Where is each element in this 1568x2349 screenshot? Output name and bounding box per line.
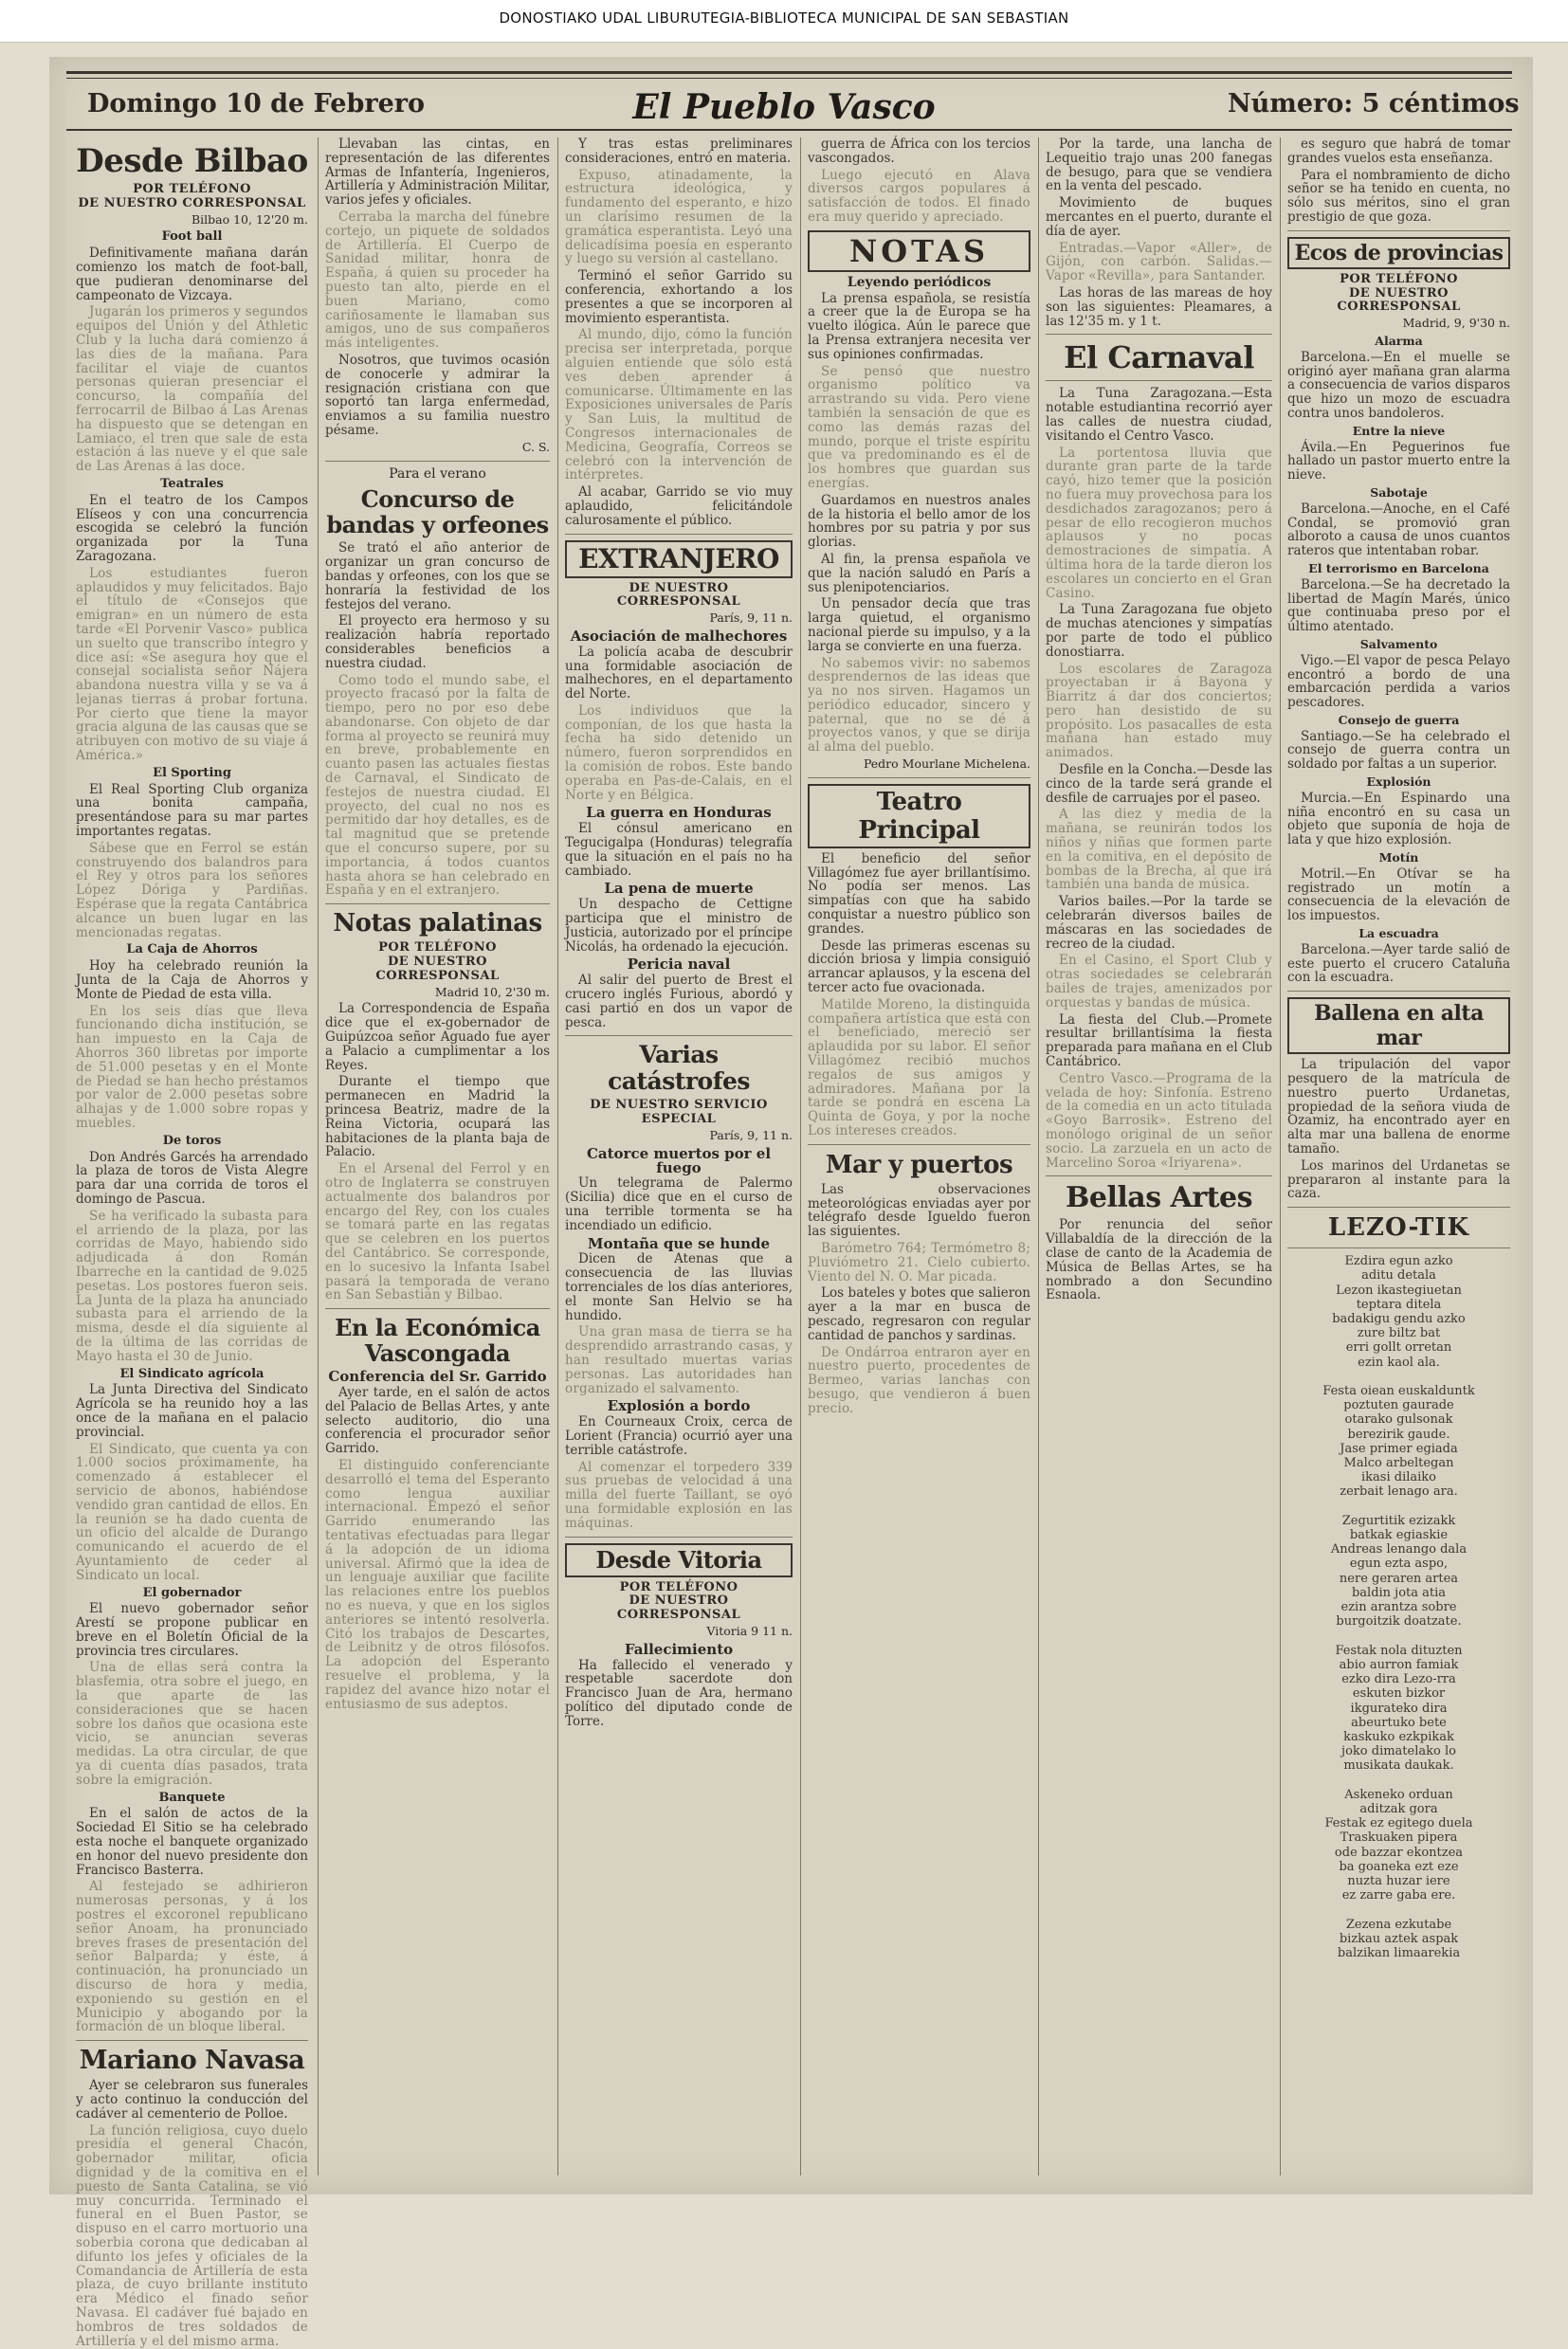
article-paragraph: Desde las primeras escenas su dicción briosa y limpia consiguió arrancar aplausos, y la escena del tercer acto fue ovacionada.	[808, 938, 1030, 996]
article-paragraph: Llevaban las cintas, en representación de las diferentes Armas de Infantería, Ingenieros, Artillería y Administración Militar, varios jefes y oficiales.	[325, 137, 550, 209]
article-paragraph: Al comenzar el torpedero 339 sus pruebas de velocidad á una milla del fuerte Taillant, se oyó una formidable explosión en las máquinas.	[565, 1459, 793, 1531]
dateline: Madrid 10, 2'30 m.	[434, 984, 550, 999]
article-paragraph: Como todo el mundo sabe, el proyecto fracasó por la falta de tiempo, pero no por eso debe abandonarse. Con objeto de dar forma al proyecto se reunirá muy en breve, probablemente en cuanto pasen las actuales fiestas de Carnaval, el Sindicato de festejos de nuestra ciudad. El proyecto, del cual no nos es permitido dar hoy detalles, es de tal magnitud que se pretende que el concurso supere, por su importancia, á todos cuantos hasta ahora se han celebrado en España y en el extranjero.	[325, 672, 550, 899]
subheadline: Conferencia del Sr. Garrido	[328, 1368, 547, 1386]
article-paragraph: Se ha verificado la subasta para el arriendo de la plaza, por las corridas de Mayo, habiendo sido adjudicada á don Román Ibarreche en la cantidad de 9.025 pesetas. Los postores fueron seis. La Junta de la plaza ha anunciado subasta para el arriendo de la misma, desde el día siguiente al de la última de las corridas de Mayo hasta el 30 de Junio.	[76, 1208, 308, 1364]
poem-line: teptara ditela	[1356, 1297, 1442, 1312]
byline: DE NUESTRO SERVICIO ESPECIAL	[590, 1098, 768, 1127]
section-title: Explosión	[1366, 774, 1431, 790]
poem-line: Jase primer egiada	[1340, 1441, 1458, 1456]
article-paragraph: La Tuna Zaragozana.—Esta notable estudiantina recorrió ayer las calles de nuestra ciudad, visitando el Centro Vasco.	[1046, 386, 1272, 444]
article-paragraph: La policía acaba de descubrir una formidable asociación de malhechores, en el departamento del Norte.	[565, 644, 793, 702]
article-paragraph: Guardamos en nuestros anales de la historia el bello amor de los hombres por su patria y por sus glorias.	[808, 492, 1030, 551]
section-title: La Caja de Ahorros	[126, 942, 258, 957]
poem-line: Traskuaken pipera	[1340, 1830, 1458, 1846]
article-paragraph: Matilde Moreno, la distinguida compañera artística que está con el beneficiado, mereció ser aplaudida por su labor. El señor Villagómez recibió muchos regalos de sus amigos y admiradores. Mañana por la tarde se pondrá en escena La Quinta de Goya, y por la noche Los intereses creados.	[808, 996, 1030, 1139]
divider	[325, 461, 550, 462]
article-paragraph: Ávila.—En Peguerinos fue hallado un pastor muerto entre la nieve.	[1287, 439, 1510, 483]
article-paragraph: Centro Vasco.—Programa de la velada de hoy: Sinfonía. Estreno de la comedia en un acto titulada «Goyo Barrosik». Estreno del monólogo original de un señor socio. La zarzuela en un acto de Marcelino Soroa «Iriyarena».	[1046, 1070, 1272, 1171]
poem-line: ez zarre gaba ere.	[1341, 1888, 1456, 1903]
dateline: Bilbao 10, 12'20 m.	[191, 211, 308, 227]
article-paragraph: En el salón de actos de la Sociedad El Sitio se ha celebrado esta noche el banquete organizado en honor del nuevo presidente don Francisco Basterra.	[76, 1806, 308, 1878]
headline-ballena: Ballena en alta mar	[1287, 997, 1510, 1054]
article-paragraph: Se pensó que nuestro organismo político va arrastrando su vida. Pero viene también la sensación de que es como las demás razas del mundo, porque el triste espíritu que va predominando es el de los hombres que guardan sus energías.	[808, 363, 1030, 491]
poem-line: Lezon ikastegiuetan	[1336, 1283, 1462, 1298]
article-paragraph: El beneficio del señor Villagómez fue ayer brillantísimo. No podía ser menos. Las simpatías con que ha sabido conquistar a nuestro público son grandes.	[808, 850, 1030, 937]
article-paragraph: Una de ellas será contra la blasfemia, otra sobre el juego, en la que aparte de las consideraciones que se hacen sobre los daños que ocasiona este vicio, se anuncian severas medidas. La otra circular, de que ya di cuenta días pasados, trata sobre la emigración.	[76, 1660, 308, 1788]
masthead-rule	[66, 129, 1512, 131]
headline-economica: En la Económica Vascongada	[335, 1314, 540, 1368]
headline-notas-palatinas: Notas palatinas	[333, 909, 542, 938]
poem-line: Ezdira egun azko	[1344, 1254, 1453, 1269]
divider	[565, 534, 793, 535]
poem-line: batkak egiaskie	[1349, 1528, 1449, 1543]
divider	[1287, 1247, 1510, 1248]
article-paragraph: Los bateles y botes que salieron ayer a la mar en busca de pescado, regresaron con regular cantidad de panchos y sardinas.	[808, 1285, 1030, 1343]
poem-line: ode bazzar ekontzea	[1334, 1845, 1464, 1860]
article-paragraph: Dicen de Atenas que a consecuencia de las lluvias torrenciales de los días anteriores, el monte San Helvio se ha hundido.	[565, 1251, 793, 1323]
section-title: El terrorismo en Barcelona	[1308, 560, 1489, 575]
section-title: Consejo de guerra	[1338, 712, 1460, 727]
article-paragraph: Por renuncia del señor Villabaldía de la dirección de la clase de canto de la Academia de Música de Bellas Artes, se ha nombrado a don Secundino Esnaola.	[1046, 1217, 1272, 1303]
headline-notas: NOTAS	[808, 230, 1030, 272]
article-paragraph: Sábese que en Ferrol se están construyendo dos balandros para el Rey y otros para los señores López Dóriga y Pardiñas. Espérase que la regata Cantábrica alcance un buen lugar en las mencionadas regatas.	[76, 840, 308, 940]
poem-line: aditu detala	[1361, 1268, 1436, 1284]
byline: POR TELÉFONO DE NUESTRO CORRESPONSAL	[375, 940, 500, 983]
article-paragraph: El nuevo gobernador señor Arestí se propone publicar en breve en el Boletín Oficial de la provincia tres circulares.	[76, 1601, 308, 1659]
article-paragraph: A las diez y media de la mañana, se reunirán todos los niños y niñas que formen parte en la comitiva, en el depósito de bombas de la Brecha, al que irá también una banda de música.	[1046, 807, 1272, 893]
poem-line: joko dimatelako lo	[1341, 1744, 1456, 1759]
masthead-price: Número: 5 céntimos	[1228, 89, 1520, 118]
byline: DE NUESTRO CORRESPONSAL	[616, 580, 741, 610]
divider	[1287, 991, 1510, 992]
poem-line: Askeneko orduan	[1344, 1787, 1453, 1802]
headline-mar-y-puertos: Mar y puertos	[825, 1150, 1013, 1179]
poem-line: Andreas lenango dala	[1330, 1542, 1468, 1557]
byline: POR TELÉFONO DE NUESTRO CORRESPONSAL	[1337, 271, 1461, 315]
poem-line: berezirik gaude.	[1347, 1427, 1450, 1442]
article-paragraph: Ayer se celebraron sus funerales y acto continuo la conducción del cadáver al cementerio de Polloe.	[76, 2078, 308, 2121]
article-paragraph: La tripulación del vapor pesquero de la matrícula de nuestro puerto Urdanetas, propiedad de la señora viuda de Ozamiz, ha encontrado ayer en alta mar una ballena de enorme tamaño.	[1287, 1057, 1510, 1157]
article-paragraph: El Sindicato, que cuenta ya con 1.000 socios próximamente, ha comenzado á establecer el servicio de abonos, habiéndose vendido gran cantidad de ellos. En la reunión se ha dado cuenta de un oficio del alcalde de Durango comunicando el acuerdo de el Ayuntamiento de ceder al Sindicato un local.	[76, 1441, 308, 1583]
article-paragraph: Se trató el año anterior de organizar un gran concurso de bandas y orfeones, con los que se honraría la festividad de los festejos del verano.	[325, 540, 550, 612]
article-paragraph: De Ondárroa entraron ayer en nuestro puerto, procedentes de Bermeo, varias lanchas con besugo, que vendieron á buen precio.	[808, 1344, 1030, 1416]
article-paragraph: Barómetro 764; Termómetro 8; Pluviómetro 21. Cielo cubierto. Viento del N. O. Mar picada.	[808, 1241, 1030, 1284]
article-paragraph: El distinguido conferenciante desarrolló el tema del Esperanto como lengua auxiliar internacional. Empezó el señor Garrido enumerando las tentativas efectuadas para llegar á la adopción de un idioma universal. Afirmó que la idea de un lenguaje auxiliar que facilite las relaciones entre los pueblos no es nueva, y que en los siglos anteriores se intentó resolverla. Citó los trabajos de Descartes, de Leibnitz y de otros filósofos. La adopción del Esperanto resuelve el problema, y la rapidez del avance hizo notar el entusiasmo de sus adeptos.	[325, 1457, 550, 1712]
article-paragraph: No sabemos vivir: no sabemos desprendernos de las ideas que ya no nos sirven. Hagamos un periódico educador, sincero y paternal, que no se dé á proyectos vanos, y que se dirija al alma del pueblo.	[808, 655, 1030, 756]
archive-header-bar	[0, 0, 1568, 43]
section-title: La escuadra	[1358, 926, 1439, 941]
section-title: Sabotaje	[1370, 484, 1428, 500]
section-title: Salvamento	[1359, 636, 1438, 651]
poem-line: kaskuko ezkpikak	[1343, 1729, 1454, 1744]
top-rule-thin	[66, 78, 1512, 79]
article-paragraph: Al festejado se adhirieron numerosas personas, y á los postres el excoronel republicano señor Anoam, ha pronunciado breves frases de presentación del señor Balparda; y éste, á continuación, ha pronunciado un discurso de hora y media, exponiendo su gestión en el Municipio y abogando por la formación de un bloque liberal.	[76, 1879, 308, 2035]
article-paragraph: Varios bailes.—Por la tarde se celebrarán diversos bailes de máscaras en las sociedades de recreo de la ciudad.	[1046, 894, 1272, 952]
article-paragraph: Definitivamente mañana darán comienzo los match de foot-ball, que pudieran denominarse del campeonato de Vizcaya.	[76, 246, 308, 303]
article-paragraph: Al salir del puerto de Brest el crucero inglés Furious, abordó y casi partió en dos un vapor de pesca.	[565, 973, 793, 1030]
section-title: De toros	[162, 1133, 222, 1148]
article-paragraph: Murcia.—En Espinardo una niña encontró en su casa un objeto que suponía de hoja de lata y que hizo explosión.	[1287, 790, 1510, 848]
article-paragraph: Barcelona.—Se ha decretado la libertad de Magín Marés, único que continuaba preso por el último atentado.	[1287, 576, 1510, 635]
article-paragraph: La función religiosa, cuyo duelo presidía el general Chacón, gobernador militar, oficia dignidad y de la comitiva en el puesto de Santa Catalina, se vió muy concurrida. Terminado el funeral en el Buen Pastor, se dispuso en el carro mortuorio una soberbia corona que dedicaban al difunto los jefes y oficiales de la Comandancia de Artillería de esta plaza, de cuyo brillante instituto era Médico el finado señor Navasa. El cadáver fué bajado en hombros de tres soldados de Artillería y el del mismo arma.	[76, 2122, 308, 2349]
column-5	[1046, 137, 1272, 2185]
article-paragraph: Entradas.—Vapor «Aller», de Gijón, con carbón. Salidas.—Vapor «Revilla», para Santander.	[1046, 240, 1272, 284]
headline-el-carnaval: El Carnaval	[1064, 339, 1254, 376]
column-rule	[1038, 137, 1039, 2176]
divider	[1046, 380, 1272, 381]
article-paragraph: Movimiento de buques mercantes en el puerto, durante el día de ayer.	[1046, 195, 1272, 239]
subheadline: La guerra en Honduras	[586, 804, 772, 822]
article-paragraph: Al fin, la prensa española ve que la nación saludó en París a sus plenipotenciarios.	[808, 551, 1030, 595]
poem-line: nuzta huzar iere	[1347, 1873, 1450, 1888]
headline-extranjero: EXTRANJERO	[565, 540, 793, 578]
headline-desde-bilbao: Desde Bilbao	[76, 142, 308, 180]
subheadline: Catorce muertos por el fuego	[586, 1144, 772, 1176]
section-title: Motín	[1378, 850, 1419, 865]
subheadline: Leyendo periódicos	[847, 274, 992, 290]
poem-line: Festa oiean euskalduntk	[1322, 1384, 1475, 1399]
byline: POR TELÉFONO DE NUESTRO CORRESPONSAL	[616, 1579, 741, 1623]
poem-line: erri gollt orretan	[1345, 1340, 1452, 1356]
article-paragraph: La Junta Directiva del Sindicato Agrícola se ha reunido hoy a las once de la mañana en el palacio provincial.	[76, 1382, 308, 1440]
article-paragraph: Las horas de las mareas de hoy son las siguientes: Pleamares, a las 12'35 m. y 1 t.	[1046, 284, 1272, 329]
column-4	[808, 137, 1030, 2185]
subheadline: Asociación de malhechores	[570, 627, 788, 645]
article-paragraph: Motril.—En Otívar se ha registrado un motín a consecuencia de la elevación de los impuestos.	[1287, 865, 1510, 924]
section-title: El Sporting	[153, 765, 231, 780]
article-paragraph: Ha fallecido el venerado y respetable sacerdote don Francisco Juan de Ara, hermano político del diputado conde de Torre.	[565, 1657, 793, 1729]
article-paragraph: Barcelona.—En el muelle se originó ayer mañana gran alarma a consecuencia de varios disparos que hizo un mozo de escuadra contra unos bandoleros.	[1287, 349, 1510, 421]
archive-header-title: DONOSTIAKO UDAL LIBURUTEGIA-BIBLIOTECA MUNICIPAL DE SAN SEBASTIAN	[499, 9, 1069, 27]
poem-line: Malco arbeltegan	[1343, 1456, 1454, 1471]
article-paragraph: En el Casino, el Sport Club y otras sociedades se celebrarán bailes de trajes, amenizados por orquestas y bandas de música.	[1046, 953, 1272, 1011]
article-paragraph: La portentosa lluvia que durante gran parte de la tarde cayó, hizo temer que la posición no fuera muy provechosa para los desdichados zaragozanos; pero á pesar de ello recogieron muchos aplausos y no pocas demostraciones de simpatía. A última hora de la tarde dieron los escolares un concierto en el Gran Casino.	[1046, 445, 1272, 601]
poem-line: ezin kaol ala.	[1358, 1355, 1440, 1370]
article-paragraph: Por la tarde, una lancha de Lequeitio trajo unas 200 fanegas de besugo, para que se vendiera en la venta del pescado.	[1046, 137, 1272, 194]
column-rule	[800, 137, 801, 2176]
poem-line: Zegurtitik ezizakk	[1341, 1513, 1456, 1528]
article-paragraph: es seguro que habrá de tomar grandes vuelos esta enseñanza.	[1287, 137, 1510, 166]
poem-line	[1287, 1629, 1510, 1643]
poem-line: bizkau aztek aspak	[1339, 1931, 1459, 1946]
article-paragraph: El cónsul americano en Tegucigalpa (Honduras) telegrafía que la situación en el país no ha cambiado.	[565, 821, 793, 879]
subheadline: Montaña que se hunde	[587, 1234, 771, 1252]
subheadline: La pena de muerte	[604, 880, 754, 898]
poem-line: ezko dira Lezo-rra	[1341, 1672, 1456, 1687]
poem-line: burgoitzik doatzate.	[1336, 1614, 1462, 1630]
headline-desde-vitoria: Desde Vitoria	[565, 1543, 793, 1577]
masthead-date: Domingo 10 de Febrero	[87, 89, 425, 118]
column-6	[1287, 137, 1510, 2185]
divider	[1046, 334, 1272, 335]
article-paragraph: En los seis días que lleva funcionando dicha institución, se han impuesto en la Caja de Ahorros 360 libretas por importe de 51.000 pesetas y en el Monte de Piedad se han hecho préstamos por valor de 2.000 pesetas sobre alhajas y de 1.000 sobre ropas y muebles.	[76, 1003, 308, 1131]
article-paragraph: El Real Sporting Club organiza una bonita campaña, presentándose para su mar partes importantes regatas.	[76, 781, 308, 840]
article-paragraph: Hoy ha celebrado reunión la Junta de la Caja de Ahorros y Monte de Piedad de esta villa.	[76, 958, 308, 1002]
divider	[1287, 230, 1510, 231]
headline-ecos-de-provincias: Ecos de provincias	[1287, 237, 1510, 269]
article-paragraph: Cerraba la marcha del fúnebre cortejo, un piquete de soldados de Artillería. El Cuerpo de Sanidad militar, honra de España, á quien su proceder ha puesto tan alto, pierde en el buen Mariano, como cariñosamente le llamaban sus amigos, uno de sus compañeros más inteligentes.	[325, 209, 550, 352]
poem-line	[1287, 1903, 1510, 1917]
article-paragraph: En Courneaux Croix, cerca de Lorient (Francia) ocurrió ayer una terrible catástrofe.	[565, 1414, 793, 1458]
article-paragraph: La prensa española, se resistía a creer que la de Europa se ha vuelto ilógica. Aún le parece que la Prensa extranjera necesita ver sus opiniones confirmadas.	[808, 290, 1030, 362]
divider	[565, 1537, 793, 1538]
column-rule	[1280, 137, 1281, 2176]
headline-teatro-principal: Teatro Principal	[808, 784, 1030, 848]
poem-line: ezin arantza sobre	[1340, 1600, 1457, 1615]
divider	[1046, 1175, 1272, 1176]
section-title: Teatrales	[160, 476, 224, 491]
poem-line: baldin jota atia	[1351, 1585, 1447, 1600]
article-paragraph: Luego ejecutó en Alava diversos cargos populares á satisfacción de todos. El finado era muy querido y apreciado.	[808, 167, 1030, 225]
column-rule	[318, 137, 319, 2176]
article-paragraph: Los marinos del Urdanetas se prepararon al instante para la caza.	[1287, 1157, 1510, 1202]
article-paragraph: Un despacho de Cettigne participa que el ministro de Justicia, autorizado por el príncipe Nicolás, ha ordenado la ejecución.	[565, 897, 793, 955]
section-title: Entre la nieve	[1352, 423, 1446, 438]
article-paragraph: Desfile en la Concha.—Desde las cinco de la tarde será grande el desfile de carruajes por el paseo.	[1046, 762, 1272, 806]
poem-line: abio aurron famiak	[1339, 1657, 1459, 1672]
article-paragraph: Terminó el señor Garrido su conferencia, exhortando a los presentes a que se incorporen al movimiento esperantista.	[565, 268, 793, 326]
article-paragraph: La Tuna Zaragozana fue objeto de muchas atenciones y simpatías por parte de todo el público donostiarra.	[1046, 602, 1272, 660]
headline-varias-catastrofes: Varias catástrofes	[608, 1041, 750, 1096]
article-paragraph: En el Arsenal del Ferrol y en otro de Inglaterra se construyen actualmente dos balandros por encargo del Rey, con los cuales se tomará parte en las regatas que se celebren en los puertos del Cantábrico. Se corresponde, en lo sucesivo la Infanta Isabel pasará la temporada de verano en San Sebastián y Bilbao.	[325, 1161, 550, 1303]
divider	[565, 1035, 793, 1036]
poem-line: ikasi dilaiko	[1361, 1470, 1436, 1485]
divider	[325, 1308, 550, 1309]
divider	[76, 2040, 308, 2041]
subheadline: Pericia naval	[627, 956, 731, 974]
poem-line: balzikan limaarekia	[1337, 1945, 1461, 1960]
section-title: Banquete	[158, 1790, 226, 1805]
divider	[808, 1144, 1030, 1145]
poem-line: badakigu gendu azko	[1332, 1312, 1466, 1327]
article-paragraph: Y tras estas preliminares consideraciones, entró en materia.	[565, 137, 793, 166]
poem-line: Festak ez egitego duela	[1324, 1816, 1473, 1831]
article-paragraph: Al mundo, dijo, cómo la función precisa ser interpretada, porque alguien entiende que sólo está ves deben aprender á comunicarse. Últimamente en las Exposiciones universales de París y San Luis, la multitud de Congresos internacionales de Medicina, Geografía, Correos se celebró con la intervención de intérpretes.	[565, 327, 793, 483]
signature: Pedro Mourlane Michelena.	[863, 756, 1030, 772]
kicker: Para el verano	[389, 465, 486, 482]
article-paragraph: Un telegrama de Palermo (Sicilia) dice que en el curso de una terrible tormenta se ha incendiado un edificio.	[565, 1175, 793, 1233]
poem-line: eskuten bizkor	[1352, 1686, 1446, 1702]
article-paragraph: Los estudiantes fueron aplaudidos y muy felicitados. Bajo el título de «Consejos que emigran» en un número de esta tarde «El Porvenir Vasco» publica un suelto que transcribo íntegro y dice así: «Se asegura hoy que el consejal socialista señor Nájera abandona nuestra villa y se va á lejanas tierras á probar fortuna. Por cierto que tiene la mayor gracia alguna de las causas que se atribuyen con motivo de su viaje á América.»	[76, 565, 308, 764]
article-paragraph: Nosotros, que tuvimos ocasión de conocerle y admirar la resignación cristiana con que soportó tan larga enfermedad, enviamos a su familia nuestro pésame.	[325, 352, 550, 438]
section-title: Alarma	[1375, 333, 1423, 348]
byline: POR TELÉFONO DE NUESTRO CORRESPONSAL	[78, 182, 306, 210]
top-rule	[66, 71, 1512, 74]
article-paragraph: Una gran masa de tierra se ha desprendido arrastrando casas, y han resultado muertas varias personas. Las autoridades han organizado el salvamento.	[565, 1324, 793, 1396]
headline-concurso: Concurso de bandas y orfeones	[326, 485, 549, 539]
article-paragraph: Ayer tarde, en el salón de actos del Palacio de Bellas Artes, y ante selecto auditorio, dio una conferencia el procurador señor Garrido.	[325, 1384, 550, 1457]
column-rule	[557, 137, 558, 2176]
dateline: Vitoria 9 11 n.	[706, 1623, 793, 1638]
article-paragraph: Jugarán los primeros y segundos equipos del Unión y del Athletic Club y la lucha dará comienzo á las dies de la mañana. Para facilitar el viaje de cuantos personas quieran presenciar el concurso, la compañía del ferrocarril de Bilbao á Las Arenas ha dispuesto que se detengan en Lamiaco, el tren que sale de esta estación á las nueve y el que sale de Las Arenas á las doce.	[76, 304, 308, 475]
article-paragraph: Las observaciones meteorológicas enviadas ayer por telégrafo desde Igueldo fueron las siguientes.	[808, 1181, 1030, 1240]
signature: C. S.	[521, 439, 550, 454]
article-paragraph: Barcelona.—Anoche, en el Café Condal, se promovió gran alboroto a causa de unos cuantos rateros que intentaban robar.	[1287, 501, 1510, 559]
headline-bellas-artes: Bellas Artes	[1066, 1181, 1252, 1215]
divider	[1287, 1207, 1510, 1208]
poem-line: otarako gulsonak	[1344, 1412, 1453, 1428]
poem-line: abeurtuko bete	[1351, 1715, 1447, 1730]
poem-line: poztuten gaurade	[1343, 1398, 1454, 1413]
article-paragraph: Don Andrés Garcés ha arrendado la plaza de toros de Vista Alegre para dar una corrida de toros el domingo de Pascua.	[76, 1149, 308, 1207]
poem-line: ikgurateko dira	[1350, 1701, 1448, 1716]
article-paragraph: Durante el tiempo que permanecen en Madrid la princesa Beatriz, madre de la Reina Victoria, ocupará las habitaciones de la planta baja de Palacio.	[325, 1074, 550, 1160]
poem-line	[1287, 1370, 1510, 1384]
headline-lezo-tik: LEZO-TIK	[1327, 1213, 1470, 1243]
article-paragraph: Los escolares de Zaragoza proyectaban ir á Bayona y Biarritz á dar dos conciertos; pero han desistido de su propósito. Los pasacalles de esta mañana han estado muy animados.	[1046, 661, 1272, 761]
section-title: Foot ball	[161, 229, 223, 245]
article-paragraph: Expuso, atinadamente, la estructura ideológica, y fundamento del esperanto, e hizo un clarísimo resumen de la gramática esperantista. Leyó una delicadísima poesía en esperanto y luego su versión al castellano.	[565, 167, 793, 267]
article-paragraph: Santiago.—Se ha celebrado el consejo de guerra contra un soldado por faltas a un superior.	[1287, 728, 1510, 773]
poem-lezo-tik	[1287, 1254, 1510, 1960]
article-paragraph: La fiesta del Club.—Promete resultar brillantísima la fiesta preparada para mañana en el Club Cantábrico.	[1046, 1011, 1272, 1070]
column-3	[565, 137, 793, 2185]
poem-line: zerbait lenago ara.	[1340, 1484, 1458, 1500]
section-title: El Sindicato agrícola	[119, 1366, 264, 1381]
dateline: París, 9, 11 n.	[709, 1128, 793, 1143]
article-paragraph: Al acabar, Garrido se vio muy aplaudido, felicitándole calurosamente el público.	[565, 484, 793, 528]
article-paragraph: El proyecto era hermoso y su realización habría reportado considerables beneficios a nuestra ciudad.	[325, 613, 550, 671]
divider	[325, 903, 550, 904]
article-paragraph: guerra de África con los tercios vascongados.	[808, 137, 1030, 166]
subheadline: Fallecimiento	[624, 1640, 734, 1658]
column-1	[76, 137, 308, 2349]
subheadline: Explosión a bordo	[607, 1397, 751, 1415]
dateline: Madrid, 9, 9'30 n.	[1402, 316, 1510, 331]
article-paragraph: Los individuos que la componían, de los que hasta la fecha ha sido detenido un número, fueron sorprendidos en la comisión de robos. Este bando operaba en Pas-de-Calais, en el Norte y en Bélgica.	[565, 702, 793, 803]
poem-line: nere geraren artea	[1339, 1571, 1459, 1586]
masthead-title: El Pueblo Vasco	[632, 87, 936, 127]
article-paragraph: Para el nombramiento de dicho señor se ha tenido en cuenta, no sólo sus méritos, sino el gran prestigio de que goza.	[1287, 167, 1510, 225]
poem-line: ba goaneka ezt eze	[1339, 1859, 1459, 1874]
dateline: París, 9, 11 n.	[709, 610, 793, 626]
article-paragraph: Un pensador decía que tras larga quietud, el organismo nacional pierde su impulso, y a la larga se convierte en una fuerza.	[808, 596, 1030, 654]
divider	[808, 777, 1030, 778]
article-paragraph: La Correspondencia de España dice que el ex-gobernador de Guipúzcoa señor Aguado fue ayer a Palacio a cumplimentar a los Reyes.	[325, 1001, 550, 1073]
poem-line: zure biltz bat	[1357, 1326, 1441, 1341]
poem-line: musikata daukak.	[1343, 1758, 1454, 1774]
headline-mariano-navasa: Mariano Navasa	[79, 2046, 305, 2076]
poem-line: Zezena ezkutabe	[1345, 1917, 1452, 1932]
poem-line	[1287, 1774, 1510, 1788]
article-paragraph: En el teatro de los Campos Elíseos y con una concurrencia escogida se celebró la función organizada por la Tuna Zaragozana.	[76, 492, 308, 564]
article-paragraph: Vigo.—El vapor de pesca Pelayo encontró a bordo de una embarcación perdida a varios pescadores.	[1287, 652, 1510, 711]
section-title: El gobernador	[142, 1585, 242, 1600]
poem-line: aditzak gora	[1359, 1801, 1438, 1816]
poem-line: Festak nola dituzten	[1335, 1643, 1463, 1658]
poem-line	[1287, 1500, 1510, 1514]
article-paragraph: Barcelona.—Ayer tarde salió de este puerto el crucero Cataluña con la escuadra.	[1287, 941, 1510, 986]
poem-line: egun ezta aspo,	[1349, 1557, 1449, 1572]
column-2	[325, 137, 550, 2185]
